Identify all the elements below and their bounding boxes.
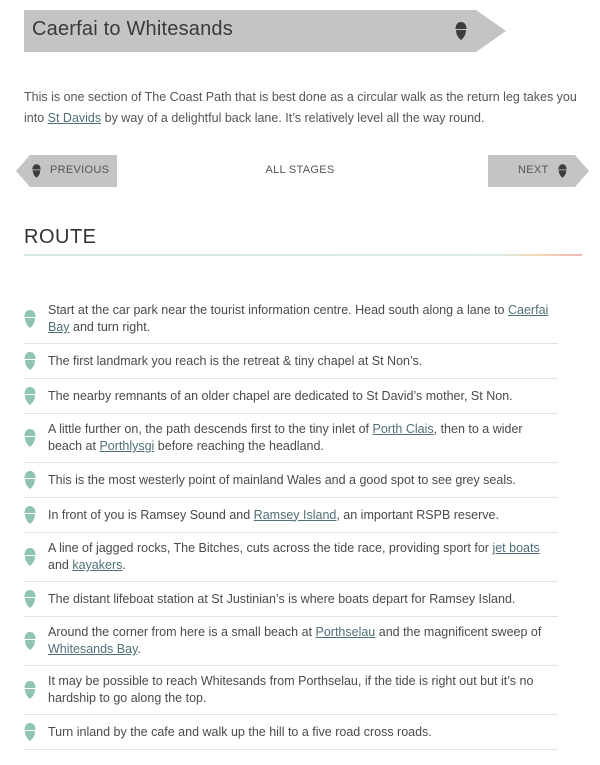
step-text [48,472,516,489]
place-link[interactable]: jet boats [492,541,540,555]
step-text [48,540,558,574]
step-text-segment: , then to a wider beach at [48,422,523,453]
page-title: Caerfai to Whitesands [32,18,233,40]
list-item [24,533,558,582]
step-text-segment: . [122,558,126,572]
step-text-segment: Turn inland by the cafe and walk up the hill to a five road cross roads. [48,724,432,739]
step-text [48,302,558,336]
acorn-icon [24,723,36,741]
acorn-icon [24,471,36,489]
acorn-icon [24,352,36,370]
intro-paragraph [24,87,589,129]
list-item [24,463,558,498]
step-text-segment: It may be possible to reach Whitesands from Porthselau, if the tide is right out but it’s no hardship to go along the top. [48,674,534,705]
next-label: NEXT [518,164,549,176]
place-link[interactable]: Ramsey Island [253,507,337,522]
place-link[interactable]: kayakers [72,558,123,572]
step-text [48,507,499,524]
page-title-banner [24,10,506,52]
route-divider [24,254,582,256]
acorn-icon [24,632,36,650]
st-davids-link[interactable]: St Davids [47,111,102,125]
place-link[interactable]: Caerfai Bay [48,303,549,334]
intro-text: by way of a delightful back lane. It’s relatively level all the way round. [101,111,485,125]
step-text [48,724,432,741]
step-text-segment: and the magnificent sweep of [375,625,542,639]
step-text [48,353,422,370]
list-item [24,666,558,715]
acorn-icon [24,429,36,447]
acorn-icon [24,506,36,524]
list-item [24,379,558,414]
list-item [24,295,558,344]
list-item [24,414,558,463]
acorn-icon [24,310,36,328]
step-text-segment: The first landmark you reach is the retreat & tiny chapel at St Non’s. [48,353,423,368]
step-text [48,591,515,608]
acorn-icon [24,681,36,699]
step-text-segment: . [137,642,141,656]
route-steps-list [24,295,558,750]
step-text-segment: A little further on, the path descends first to the tiny inlet of [48,422,373,436]
step-text [48,624,558,658]
intro-text: This is one section of The Coast Path that is best done as a circular walk as the return leg takes you into [24,90,577,125]
step-text-segment: and turn right. [69,320,151,334]
step-text-segment: and [48,558,73,572]
route-heading: ROUTE [24,226,97,248]
step-text-segment: This is the most westerly point of mainland Wales and a good spot to see grey seals. [48,472,516,487]
step-text [48,388,513,405]
acorn-icon [24,387,36,405]
step-text-segment: Around the corner from here is a small beach at [48,625,316,639]
all-stages-link[interactable]: ALL STAGES [265,164,335,176]
list-item [24,582,558,617]
acorn-icon [24,548,36,566]
step-text-segment: before reaching the headland. [154,439,324,453]
step-text-segment: Start at the car park near the tourist information centre. Head south along a lane to [48,303,508,317]
step-text [48,673,558,707]
step-text-segment: The nearby remnants of an older chapel are dedicated to St David’s mother, St Non. [48,388,513,403]
step-text-segment: A line of jagged rocks, The Bitches, cuts across the tide race, providing sport for [48,541,493,555]
acorn-icon [455,22,467,40]
previous-label: PREVIOUS [50,164,110,176]
list-item [24,715,558,750]
acorn-icon [24,590,36,608]
step-text [48,421,558,455]
list-item [24,498,558,533]
step-text-segment: In front of you is Ramsey Sound and [48,507,254,522]
place-link[interactable]: Porthselau [315,625,376,639]
list-item [24,344,558,379]
step-text-segment: The distant lifeboat station at St Justinian’s is where boats depart for Ramsey Island. [48,591,516,606]
place-link[interactable]: Porthlysgi [99,439,155,453]
acorn-icon [558,164,567,178]
place-link[interactable]: Porth Clais [372,422,434,436]
list-item [24,617,558,666]
next-button[interactable] [488,155,589,187]
place-link[interactable]: Whitesands Bay [48,642,138,656]
step-text-segment: , an important RSPB reserve. [336,507,499,522]
